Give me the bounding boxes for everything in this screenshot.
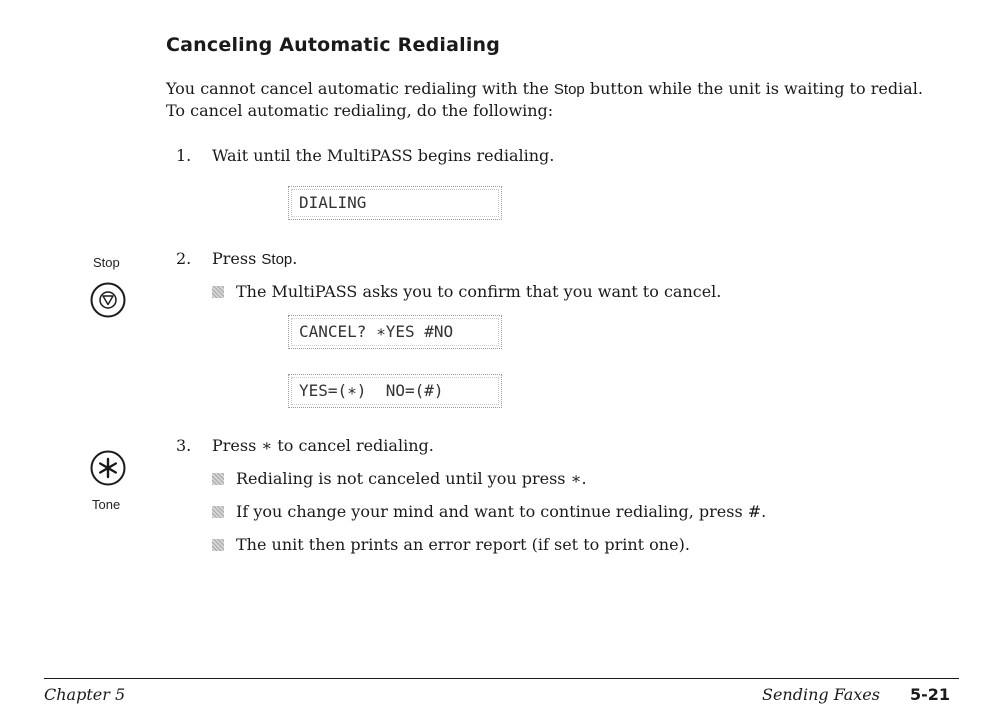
bullet-item: The unit then prints an error report (if set to print one). <box>212 535 690 554</box>
lcd-display-yes-no: YES=(∗) NO=(#) <box>288 374 502 408</box>
bullet-square-icon <box>212 286 224 298</box>
stop-key-label: Stop <box>261 251 293 268</box>
step-1 <box>176 146 554 165</box>
footer-section-title: Sending Faxes <box>762 685 880 704</box>
footer-chapter: Chapter 5 <box>44 685 126 704</box>
stop-key-label: Stop <box>553 81 585 98</box>
footer-page-number: 5-21 <box>910 685 951 704</box>
step-number: 3. <box>176 436 192 455</box>
bullet-square-icon <box>212 506 224 518</box>
lcd-display-cancel-prompt: CANCEL? ∗YES #NO <box>288 315 502 349</box>
step-3: 3. Press ∗ to cancel redialing. <box>176 436 434 455</box>
intro-paragraph <box>166 78 966 121</box>
bullet-item: If you change your mind and want to continue redialing, press #. <box>212 502 766 521</box>
bullet-item: The MultiPASS asks you to confirm that you want to cancel. <box>212 282 721 301</box>
bullet-square-icon <box>212 473 224 485</box>
bullet-item: Redialing is not canceled until you press ∗. <box>212 469 587 488</box>
stop-icon-label: Stop <box>93 255 120 270</box>
intro-line-1: You cannot cancel automatic redialing with the Stop button while the unit is waiting to redial. <box>166 79 923 98</box>
step-2: 2. Press Stop. <box>176 249 298 268</box>
step-text: Wait until the MultiPASS begins redialing. <box>212 146 555 165</box>
page-title: Canceling Automatic Redialing <box>166 34 501 56</box>
tone-star-button-icon <box>90 450 126 486</box>
intro-line-2: To cancel automatic redialing, do the following: <box>166 101 554 120</box>
step-number: 2. <box>176 249 192 268</box>
footer-rule <box>44 678 959 679</box>
step-number: 1. <box>176 146 192 165</box>
lcd-display-dialing: DIALING <box>288 186 502 220</box>
bullet-square-icon <box>212 539 224 551</box>
stop-button-icon <box>90 282 126 318</box>
star-key-label: ∗ <box>261 436 273 455</box>
tone-icon-label: Tone <box>92 497 121 512</box>
